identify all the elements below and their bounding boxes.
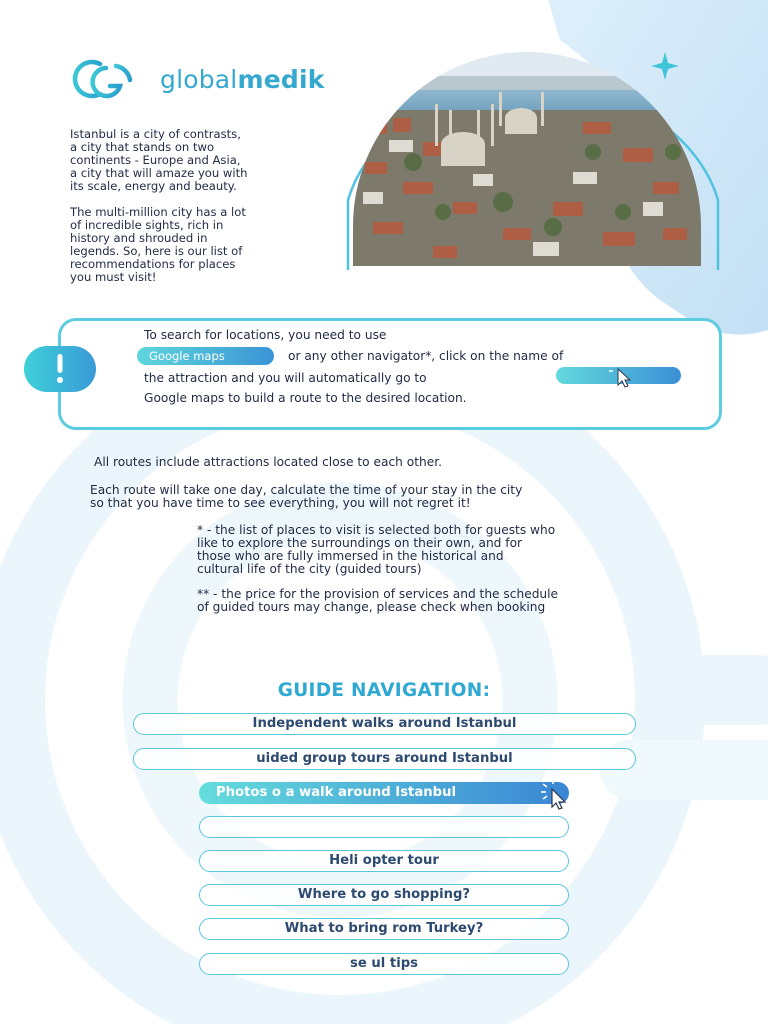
notice-line-2: or any other navigator*, click on the name of xyxy=(288,349,564,363)
nav-empty-item[interactable] xyxy=(199,816,569,838)
globalmedik-logo-icon xyxy=(70,58,152,100)
guide-navigation-title: GUIDE NAVIGATION: xyxy=(277,680,491,701)
footnote-2: ** - the price for the provision of services and the schedule of guided tours may change, please check when booking xyxy=(197,587,559,614)
exclamation-alert-icon xyxy=(24,346,96,392)
nav-independent-walks[interactable]: Independent walks around Istanbul xyxy=(133,713,636,735)
duration-info-line-1: Each route will take one day, calculate the time of your stay in the city xyxy=(90,483,523,497)
notice-line-4: Google maps to build a route to the desired location. xyxy=(144,391,467,405)
notice-line-3: the attraction and you will automatically go to xyxy=(144,371,427,385)
nav-useful-tips[interactable]: se ul tips xyxy=(199,953,569,975)
notice-line-1: To search for locations, you need to use xyxy=(144,328,387,342)
click-cursor-icon xyxy=(608,365,644,389)
routes-info-line: All routes include attractions located close to each other. xyxy=(94,455,442,469)
nav-photos-walk-label: Photos o a walk around Istanbul xyxy=(216,785,456,800)
footnote-1: * - the list of places to visit is selected both for guests who like to explore the surroundings on their own, and for those who are fully immersed in the historical and cultural life of the city (guided tours) xyxy=(197,523,556,576)
nav-helicopter-tour[interactable]: Heli opter tour xyxy=(199,850,569,872)
duration-info-line-2: so that you have time to see everything, you will not regret it! xyxy=(90,496,471,510)
sparkle-icon xyxy=(651,52,679,80)
intro-paragraph-1: Istanbul is a city of contrasts, a city that stands on two continents - Europe and Asia, a city that will amaze you with its scale, energy and beauty. xyxy=(70,127,248,193)
nav-what-to-bring[interactable]: What to bring rom Turkey? xyxy=(199,918,569,940)
brand-name: globalmedik xyxy=(160,64,325,94)
brand-logo xyxy=(70,58,325,100)
intro-text xyxy=(70,128,320,297)
nav-shopping[interactable]: Where to go shopping? xyxy=(199,884,569,906)
pointer-cursor-icon xyxy=(536,781,580,811)
nav-guided-group-tours[interactable]: uided group tours around Istanbul xyxy=(133,748,636,770)
example-link-pill xyxy=(556,367,681,384)
google-maps-label: Google maps xyxy=(137,347,274,365)
nav-photos-walk[interactable] xyxy=(199,782,569,804)
intro-paragraph-2: The multi-million city has a lot of incredible sights, rich in history and shrouded in legends. So, here is our list of recommendations for places you must visit! xyxy=(70,205,246,284)
